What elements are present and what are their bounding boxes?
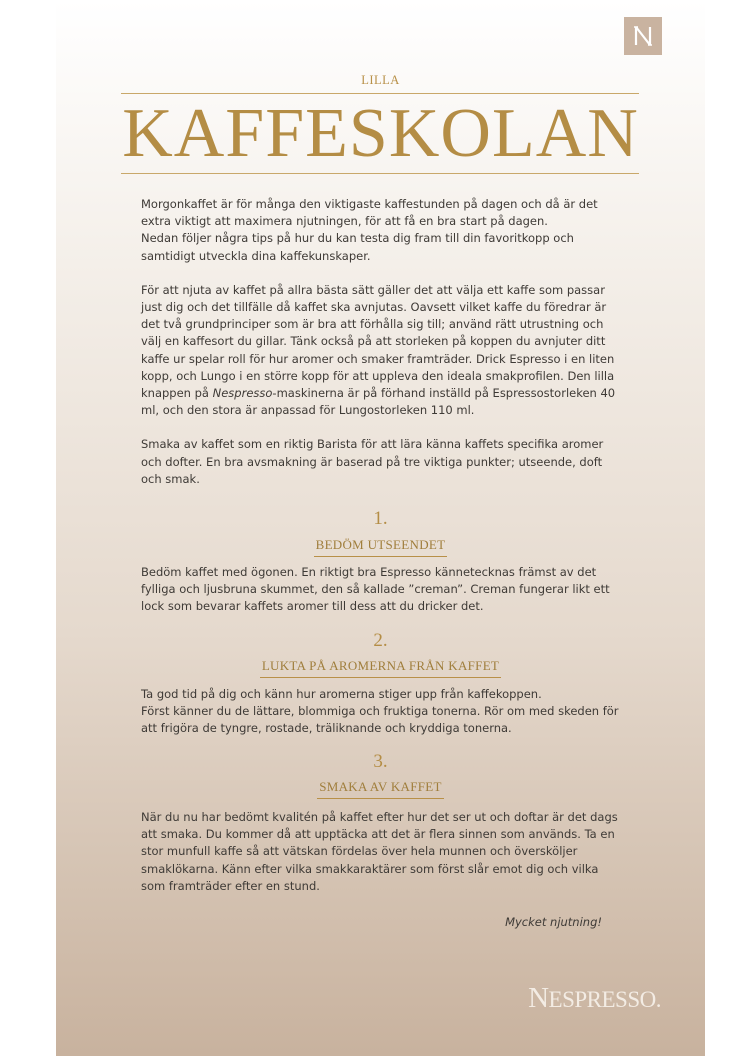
title-rule-bottom bbox=[121, 173, 639, 174]
section-text: Ta god tid på dig och känn hur aromerna stiger upp från kaffekoppen. Först känner du de lättare, blommiga och fruktiga tonerna. Rör om med skeden för att frigöra de tyngre, rostade, träliknande och kryddiga tonerna. bbox=[141, 687, 619, 736]
nespresso-n-logo-icon bbox=[624, 17, 662, 55]
title-rule-top bbox=[121, 93, 639, 94]
section-text: När du nu har bedömt kvalitén på kaffet efter hur det ser ut och doftar är det dags att smaka. Du kommer då att upptäcka att det är flera sinnen som används. Ta en stor munfull kaffe så att vätskan fördelas över hela munnen och översköljer smaklökarna. Känn efter vilka smakkaraktärer som först slår emot dig och vilka som framträder efter en stund. bbox=[141, 810, 618, 893]
section-heading: LUKTA PÅ AROMERNA FRÅN KAFFET bbox=[56, 658, 705, 678]
brand-name-inline: Nespresso bbox=[212, 386, 273, 401]
section-text: Bedöm kaffet med ögonen. En riktigt bra Espresso kännetecknas främst av det fylliga och ljusbruna skummet, den så kallade ”creman”. Creman fungerar likt ett lock som bevarar kaffets aromer till dess att du dricker det. bbox=[141, 565, 610, 614]
intro-paragraph-tasting: Smaka av kaffet som en riktig Barista för att lära känna kaffets specifika aromer och dofter. En bra avsmakning är baserad på tre viktiga punkter; utseende, doft och smak. bbox=[141, 437, 604, 486]
section-number: 3. bbox=[373, 751, 388, 772]
nespresso-logo: NESPRESSO. bbox=[528, 982, 661, 1014]
intro-text bbox=[141, 196, 623, 488]
page-title: KAFFESKOLAN bbox=[122, 95, 639, 172]
section-heading: BEDÖM UTSEENDET bbox=[56, 537, 705, 557]
section-heading: SMAKA AV KAFFET bbox=[56, 779, 705, 799]
closing-line: Mycket njutning! bbox=[505, 915, 602, 929]
section-number: 2. bbox=[373, 630, 388, 651]
title-kicker: LILLA bbox=[361, 73, 400, 87]
section-number: 1. bbox=[373, 508, 388, 529]
intro-paragraph: Morgonkaffet är för många den viktigaste kaffestunden på dagen och då är det extra viktigt att maximera njutningen, för att få en bra start på dagen. bbox=[141, 197, 598, 229]
intro-paragraph: Nedan följer några tips på hur du kan testa dig fram till din favoritkopp och samtidigt utveckla dina kaffekunskaper. bbox=[141, 231, 574, 263]
document-page bbox=[56, 0, 705, 1056]
intro-paragraph-equipment: För att njuta av kaffet på allra bästa sätt gäller det att välja ett kaffe som passar just dig och det tillfälle då kaffet ska avnjutas. Oavsett vilket kaffe du föredrar är det två grundprinciper som är bra att förhålla sig till; använd rätt utrustning och välj en kaffesort du gillar. Tänk också på att storleken på koppen du avnjuter ditt kaffe ur spelar roll för hur aromer och smaker framträder. Drick Espresso i en liten kopp, och Lungo i en större kopp för att uppleva den ideala smakprofilen. Den lilla knappen på Nespresso-maskinerna är på förhand inställd på Espressostorleken 40 ml, och den stora är anpassad för Lungostorleken 110 ml. bbox=[141, 282, 616, 418]
